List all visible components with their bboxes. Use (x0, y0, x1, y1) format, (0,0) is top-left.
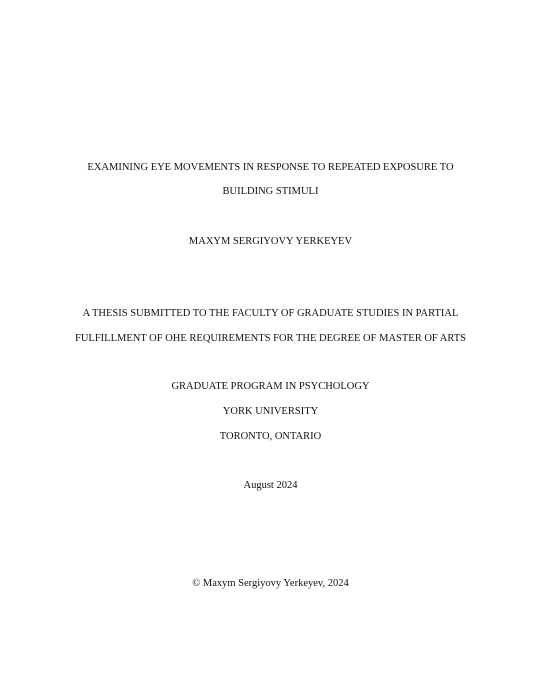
thesis-statement-line-1: A THESIS SUBMITTED TO THE FACULTY OF GRADUATE STUDIES IN PARTIAL (82, 308, 459, 319)
university-name: YORK UNIVERSITY (222, 406, 319, 417)
thesis-title-line-2: BUILDING STIMULI (222, 186, 319, 197)
thesis-title-line-1: EXAMINING EYE MOVEMENTS IN RESPONSE TO REPEATED EXPOSURE TO (87, 162, 454, 173)
graduate-program: GRADUATE PROGRAM IN PSYCHOLOGY (171, 381, 370, 392)
submission-date: August 2024 (243, 480, 298, 491)
author-name: MAXYM SERGIYOVY YERKEYEV (188, 236, 353, 247)
thesis-statement-line-2: FULFILLMENT OF OHE REQUIREMENTS FOR THE DEGREE OF MASTER OF ARTS (74, 333, 466, 344)
copyright-notice: © Maxym Sergiyovy Yerkeyev, 2024 (192, 578, 349, 589)
university-location: TORONTO, ONTARIO (219, 431, 322, 442)
